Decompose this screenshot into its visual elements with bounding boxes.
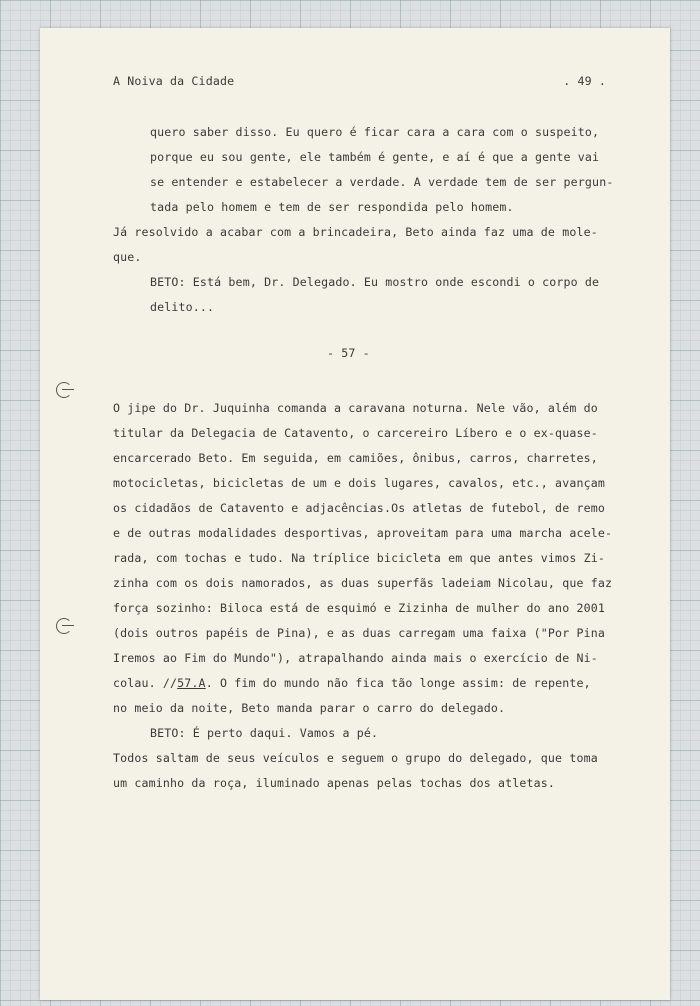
text-line: força sozinho: Biloca está de esquimó e Zizinha de mulher do ano 2001	[113, 601, 605, 615]
text-line: Iremos ao Fim do Mundo"), atrapalhando ainda mais o exercício de Ni-	[113, 651, 598, 665]
dialogue-line: delito...	[150, 300, 215, 314]
text-line: Já resolvido a acabar com a brincadeira, Beto ainda faz uma de mole-	[113, 225, 598, 239]
punch-hole-icon	[56, 618, 72, 634]
dialogue-line: BETO: É perto daqui. Vamos a pé.	[150, 726, 379, 740]
text-line-with-marker	[113, 676, 591, 690]
text-line: (dois outros papéis de Pina), e as duas carregam uma faixa ("Por Pina	[113, 626, 605, 640]
text-line: O jipe do Dr. Juquinha comanda a caravana noturna. Nele vão, além do	[113, 401, 598, 415]
text-line: um caminho da roça, iluminado apenas pelas tochas dos atletas.	[113, 776, 556, 790]
text-line: zinha com os dois namorados, as duas superfãs ladeiam Nicolau, que faz	[113, 576, 613, 590]
text-line: que.	[113, 250, 142, 264]
scene-number: - 57 -	[327, 346, 370, 360]
text-line: Todos saltam de seus veículos e seguem o grupo do delegado, que toma	[113, 751, 598, 765]
text-line: porque eu sou gente, ele também é gente, e aí é que a gente vai	[150, 150, 600, 164]
text-fragment: . O fim do mundo não fica tão longe assim: de repente,	[205, 676, 591, 690]
typewritten-page	[40, 28, 670, 1000]
text-line: e de outras modalidades desportivas, aproveitam para uma marcha acele-	[113, 526, 613, 540]
text-line: se entender e estabelecer a verdade. A verdade tem de ser pergun-	[150, 175, 614, 189]
marker-prefix: //	[155, 676, 178, 690]
scene-marker: 57.A	[177, 676, 206, 690]
page-number: . 49 .	[563, 74, 606, 88]
punch-hole-icon	[56, 382, 72, 398]
dialogue-line: BETO: Está bem, Dr. Delegado. Eu mostro onde escondi o corpo de	[150, 275, 600, 289]
text-line: quero saber disso. Eu quero é ficar cara a cara com o suspeito,	[150, 125, 600, 139]
page-header-title: A Noiva da Cidade	[113, 74, 235, 88]
text-line: no meio da noite, Beto manda parar o carro do delegado.	[113, 701, 506, 715]
text-line: motocicletas, bicicletas de um e dois lugares, cavalos, etc., avançam	[113, 476, 605, 490]
text-line: tada pelo homem e tem de ser respondida pelo homem.	[150, 200, 514, 214]
text-line: os cidadãos de Catavento e adjacências.Os atletas de futebol, de remo	[113, 501, 605, 515]
text-fragment: colau.	[113, 676, 156, 690]
text-line: titular da Delegacia de Catavento, o carcereiro Líbero e o ex-quase-	[113, 426, 598, 440]
text-line: encarcerado Beto. Em seguida, em camiões, ônibus, carros, charretes,	[113, 451, 598, 465]
text-line: rada, com tochas e tudo. Na tríplice bicicleta em que antes vimos Zi-	[113, 551, 605, 565]
